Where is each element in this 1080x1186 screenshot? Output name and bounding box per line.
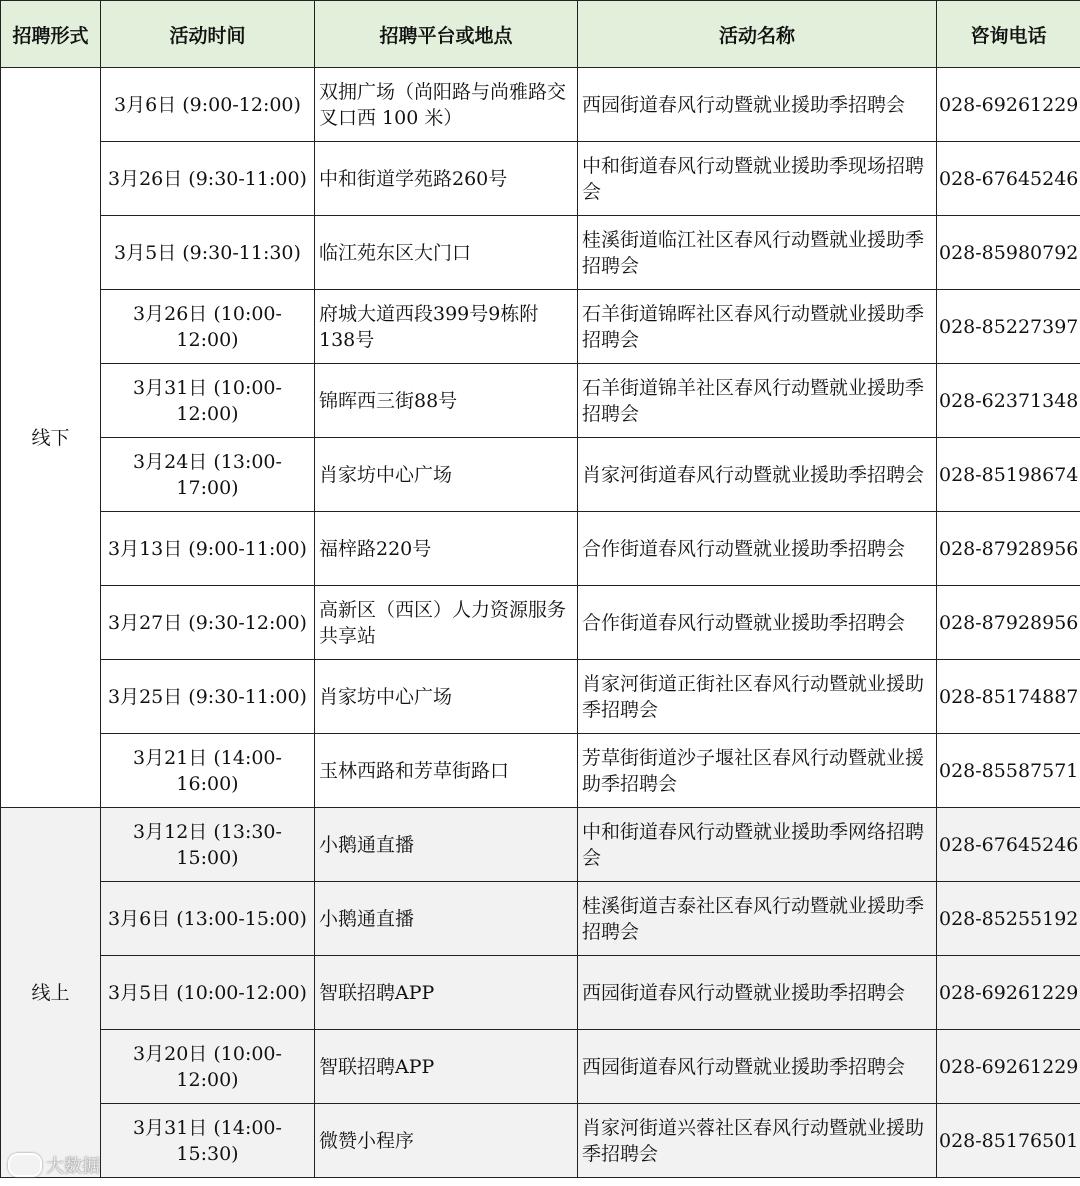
place-cell: 府城大道西段399号9栋附138号 <box>315 290 578 364</box>
table-row <box>1 1104 1080 1178</box>
table-header-row <box>1 1 1080 68</box>
phone-cell: 028-85980792 <box>937 216 1080 290</box>
phone-cell: 028-85198674 <box>937 438 1080 512</box>
event-name-cell: 石羊街道锦羊社区春风行动暨就业援助季招聘会 <box>578 364 937 438</box>
time-cell: 3月5日 (10:00-12:00) <box>101 956 315 1030</box>
phone-cell: 028-67645246 <box>937 808 1080 882</box>
event-name-cell: 西园街道春风行动暨就业援助季招聘会 <box>578 68 937 142</box>
place-cell: 智联招聘APP <box>315 956 578 1030</box>
phone-cell: 028-85255192 <box>937 882 1080 956</box>
phone-cell: 028-69261229 <box>937 956 1080 1030</box>
event-name-cell: 芳草街街道沙子堰社区春风行动暨就业援助季招聘会 <box>578 734 937 808</box>
time-cell: 3月31日 (10:00-12:00) <box>101 364 315 438</box>
table-row <box>1 882 1080 956</box>
header-name: 活动名称 <box>578 1 937 68</box>
place-cell: 肖家坊中心广场 <box>315 660 578 734</box>
event-name-cell: 中和街道春风行动暨就业援助季现场招聘会 <box>578 142 937 216</box>
form-cell-offline: 线下 <box>1 68 101 808</box>
table-row <box>1 68 1080 142</box>
time-cell: 3月6日 (13:00-15:00) <box>101 882 315 956</box>
time-cell: 3月20日 (10:00-12:00) <box>101 1030 315 1104</box>
watermark-text: 大数据 <box>46 1156 100 1177</box>
place-cell: 中和街道学苑路260号 <box>315 142 578 216</box>
event-name-cell: 中和街道春风行动暨就业援助季网络招聘会 <box>578 808 937 882</box>
phone-cell: 028-85174887 <box>937 660 1080 734</box>
time-cell: 3月21日 (14:00-16:00) <box>101 734 315 808</box>
time-cell: 3月13日 (9:00-11:00) <box>101 512 315 586</box>
form-cell-online: 线上 <box>1 808 101 1178</box>
phone-cell: 028-87928956 <box>937 586 1080 660</box>
event-name-cell: 西园街道春风行动暨就业援助季招聘会 <box>578 956 937 1030</box>
watermark-logo-icon <box>8 1153 42 1177</box>
place-cell: 小鹅通直播 <box>315 808 578 882</box>
time-cell: 3月24日 (13:00-17:00) <box>101 438 315 512</box>
time-cell: 3月5日 (9:30-11:30) <box>101 216 315 290</box>
place-cell: 高新区（西区）人力资源服务共享站 <box>315 586 578 660</box>
watermark <box>8 1152 100 1178</box>
table-row <box>1 438 1080 512</box>
time-cell: 3月26日 (9:30-11:00) <box>101 142 315 216</box>
time-cell: 3月26日 (10:00-12:00) <box>101 290 315 364</box>
place-cell: 双拥广场（尚阳路与尚雅路交叉口西 100 米） <box>315 68 578 142</box>
time-cell: 3月31日 (14:00-15:30) <box>101 1104 315 1178</box>
phone-cell: 028-85227397 <box>937 290 1080 364</box>
table-row <box>1 290 1080 364</box>
event-name-cell: 肖家河街道兴蓉社区春风行动暨就业援助季招聘会 <box>578 1104 937 1178</box>
table-row <box>1 216 1080 290</box>
phone-cell: 028-85176501 <box>937 1104 1080 1178</box>
place-cell: 锦晖西三街88号 <box>315 364 578 438</box>
time-cell: 3月6日 (9:00-12:00) <box>101 68 315 142</box>
table-row <box>1 142 1080 216</box>
phone-cell: 028-69261229 <box>937 1030 1080 1104</box>
time-cell: 3月25日 (9:30-11:00) <box>101 660 315 734</box>
table-row <box>1 660 1080 734</box>
table-row <box>1 734 1080 808</box>
table-row <box>1 808 1080 882</box>
event-name-cell: 桂溪街道吉泰社区春风行动暨就业援助季招聘会 <box>578 882 937 956</box>
phone-cell: 028-85587571 <box>937 734 1080 808</box>
phone-cell: 028-87928956 <box>937 512 1080 586</box>
table-row <box>1 512 1080 586</box>
place-cell: 小鹅通直播 <box>315 882 578 956</box>
phone-cell: 028-62371348 <box>937 364 1080 438</box>
table-row <box>1 1030 1080 1104</box>
time-cell: 3月12日 (13:30-15:00) <box>101 808 315 882</box>
phone-cell: 028-67645246 <box>937 142 1080 216</box>
event-name-cell: 合作街道春风行动暨就业援助季招聘会 <box>578 586 937 660</box>
event-name-cell: 石羊街道锦晖社区春风行动暨就业援助季招聘会 <box>578 290 937 364</box>
place-cell: 玉林西路和芳草街路口 <box>315 734 578 808</box>
header-form: 招聘形式 <box>1 1 101 68</box>
table-row <box>1 956 1080 1030</box>
place-cell: 智联招聘APP <box>315 1030 578 1104</box>
event-name-cell: 肖家河街道春风行动暨就业援助季招聘会 <box>578 438 937 512</box>
event-name-cell: 西园街道春风行动暨就业援助季招聘会 <box>578 1030 937 1104</box>
place-cell: 微赞小程序 <box>315 1104 578 1178</box>
event-name-cell: 合作街道春风行动暨就业援助季招聘会 <box>578 512 937 586</box>
event-name-cell: 桂溪街道临江社区春风行动暨就业援助季招聘会 <box>578 216 937 290</box>
header-time: 活动时间 <box>101 1 315 68</box>
place-cell: 福梓路220号 <box>315 512 578 586</box>
phone-cell: 028-69261229 <box>937 68 1080 142</box>
header-place: 招聘平台或地点 <box>315 1 578 68</box>
header-phone: 咨询电话 <box>937 1 1080 68</box>
table-row <box>1 364 1080 438</box>
place-cell: 临江苑东区大门口 <box>315 216 578 290</box>
time-cell: 3月27日 (9:30-12:00) <box>101 586 315 660</box>
place-cell: 肖家坊中心广场 <box>315 438 578 512</box>
table-row <box>1 586 1080 660</box>
event-name-cell: 肖家河街道正街社区春风行动暨就业援助季招聘会 <box>578 660 937 734</box>
